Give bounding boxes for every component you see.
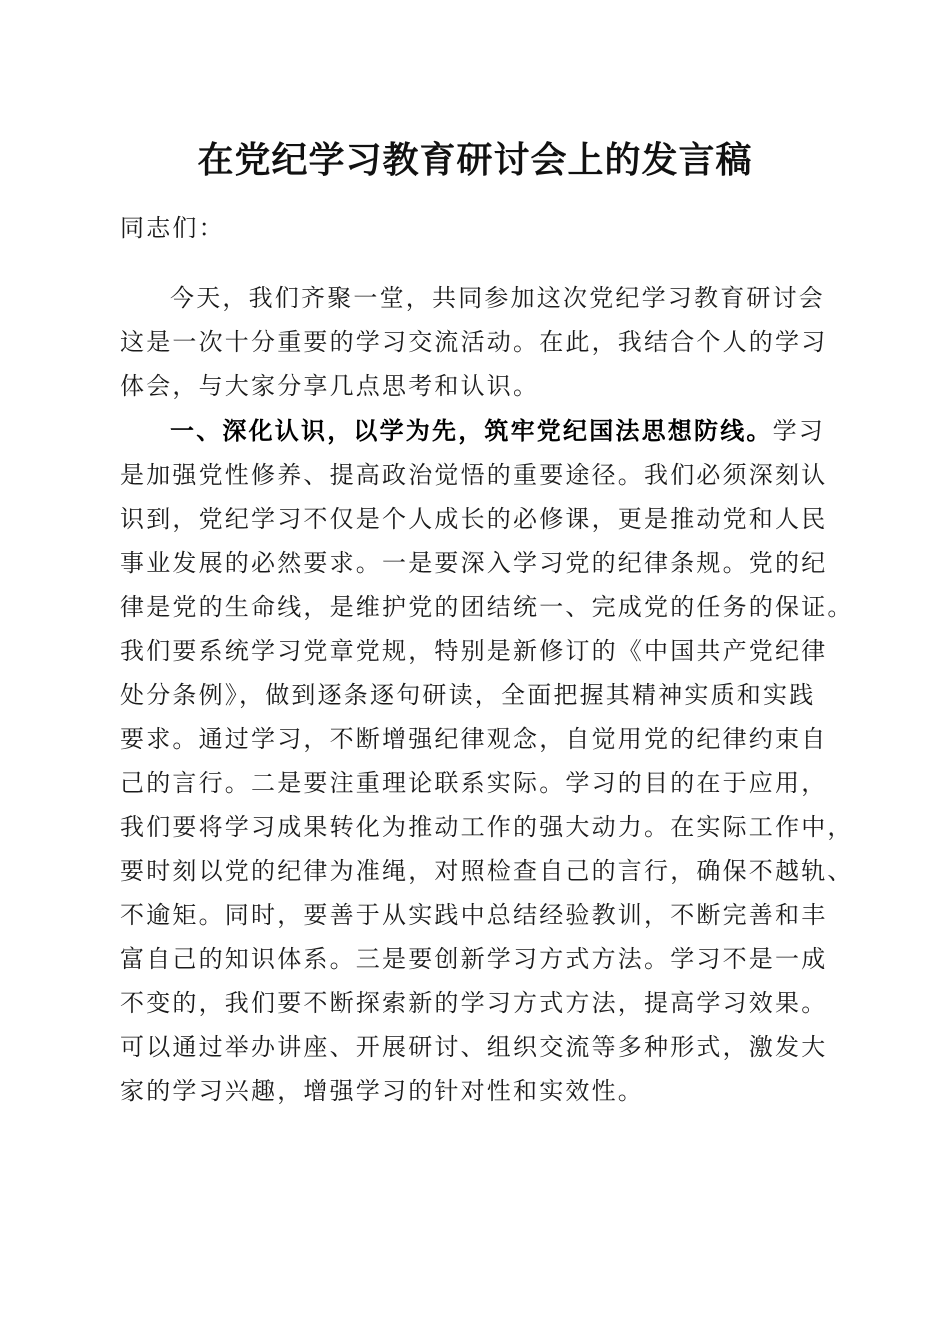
paragraph-line: 处分条例》，做到逐条逐句研读，全面把握其精神实质和实践 bbox=[120, 681, 816, 709]
paragraph-line: 识到，党纪学习不仅是个人成长的必修课，更是推动党和人民 bbox=[120, 505, 828, 533]
paragraph-line: 体会，与大家分享几点思考和认识。 bbox=[120, 372, 540, 400]
paragraph-line: 是加强党性修养、提高政治觉悟的重要途径。我们必须深刻认 bbox=[120, 461, 828, 489]
paragraph-line: 今天，我们齐聚一堂，共同参加这次党纪学习教育研讨会 bbox=[170, 284, 825, 312]
paragraph-line: 己的言行。二是要注重理论联系实际。学习的目的在于应用， bbox=[120, 769, 828, 797]
paragraph-line: 可以通过举办讲座、开展研讨、组织交流等多种形式，激发大 bbox=[120, 1033, 828, 1061]
paragraph-line: 事业发展的必然要求。一是要深入学习党的纪律条规。党的纪 bbox=[120, 549, 828, 577]
section-heading: 一、深化认识，以学为先，筑牢党纪国法思想防线。 bbox=[170, 417, 773, 445]
paragraph-line: 不变的，我们要不断探索新的学习方式方法，提高学习效果。 bbox=[120, 989, 828, 1017]
section-heading-continuation: 学习 bbox=[772, 417, 826, 445]
paragraph-section-one bbox=[120, 409, 854, 1113]
paragraph-line: 要时刻以党的纪律为准绳，对照检查自己的言行，确保不越轨、 bbox=[120, 857, 854, 885]
salutation: 同志们： bbox=[120, 214, 225, 242]
paragraph-line: 要求。通过学习，不断增强纪律观念，自觉用党的纪律约束自 bbox=[120, 725, 828, 753]
paragraph-line: 这是一次十分重要的学习交流活动。在此，我结合个人的学习 bbox=[120, 328, 828, 356]
paragraph-line: 富自己的知识体系。三是要创新学习方式方法。学习不是一成 bbox=[120, 945, 828, 973]
paragraph-line: 我们要系统学习党章党规，特别是新修订的《中国共产党纪律 bbox=[120, 637, 828, 665]
paragraph-line: 家的学习兴趣，增强学习的针对性和实效性。 bbox=[120, 1077, 644, 1105]
paragraph-first-line bbox=[120, 409, 840, 453]
document-title: 在党纪学习教育研讨会上的发言稿 bbox=[197, 139, 753, 181]
paragraph-line: 我们要将学习成果转化为推动工作的强大动力。在实际工作中， bbox=[120, 813, 854, 841]
paragraph-line: 不逾矩。同时，要善于从实践中总结经验教训，不断完善和丰 bbox=[120, 901, 828, 929]
paragraph-line: 律是党的生命线，是维护党的团结统一、完成党的任务的保证。 bbox=[120, 593, 854, 621]
paragraph-opening bbox=[120, 276, 840, 408]
